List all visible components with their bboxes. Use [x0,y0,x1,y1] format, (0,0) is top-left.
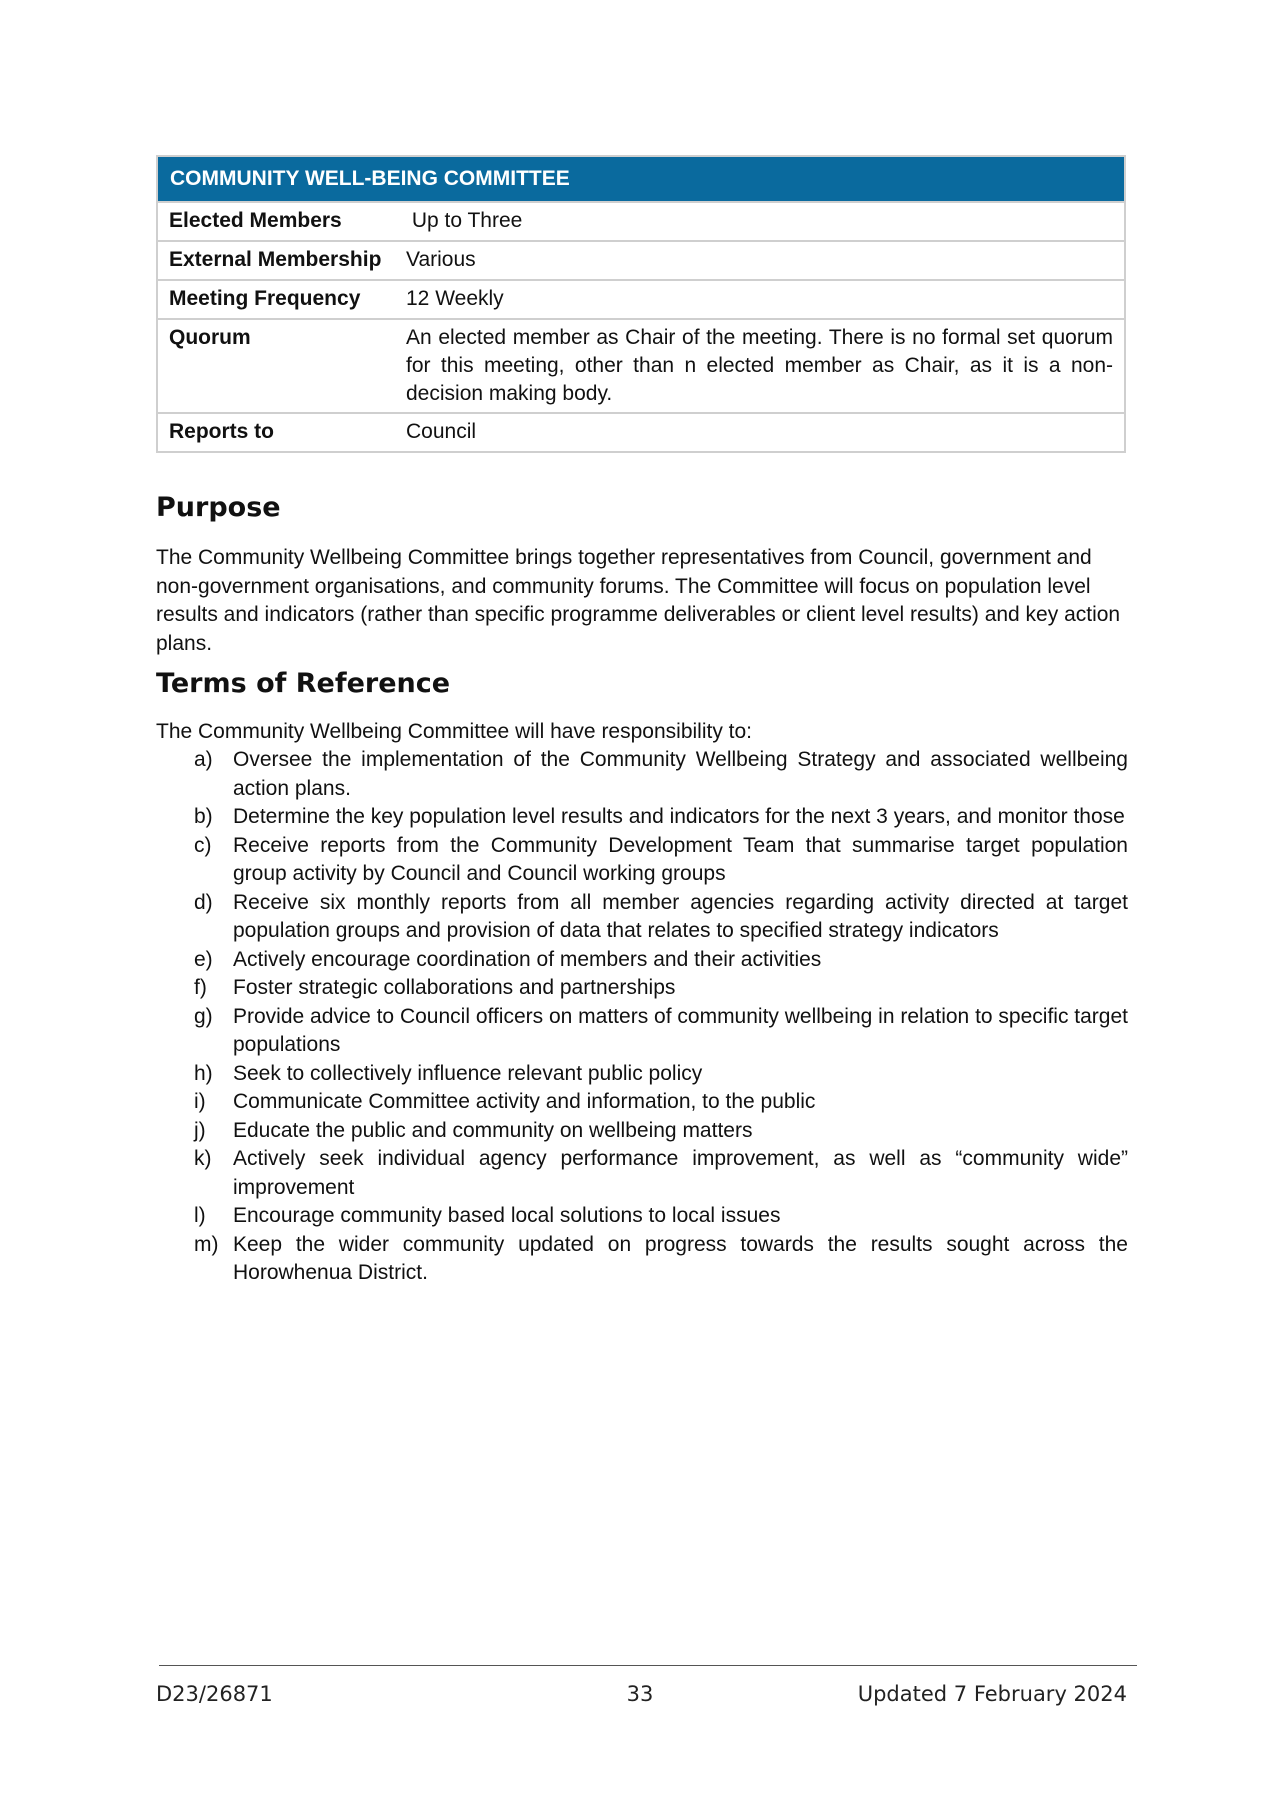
list-marker: h) [194,1061,213,1085]
list-item-text: Foster strategic collaborations and partnerships [233,976,676,999]
list-item [156,946,1128,975]
purpose-heading: Purpose [156,492,281,523]
committee-info-table [156,155,1126,453]
list-item-text: Keep the wider community updated on progress towards the results sought across the Horowhenua District. [233,1232,1128,1284]
list-marker: b) [194,805,213,828]
list-marker: i) [194,1090,206,1113]
row-label: External Membership [157,241,395,280]
table-row [157,241,1125,280]
row-label: Quorum [157,319,395,413]
list-marker: c) [194,833,212,857]
list-item [156,1088,1128,1117]
list-item-text: Educate the public and community on wellbeing matters [233,1118,753,1142]
footer-doc-ref: D23/26871 [156,1682,273,1706]
list-item [156,1231,1128,1288]
list-item-text: Encourage community based local solutions to local issues [233,1204,781,1227]
row-label: Meeting Frequency [157,280,395,319]
row-value: Council [395,413,1125,452]
list-item-text: Receive reports from the Community Development Team that summarise target population group activity by Council and Council working groups [233,833,1128,885]
list-item [156,1145,1128,1202]
table-row [157,319,1125,413]
list-marker: e) [194,947,213,971]
terms-intro: The Community Wellbeing Committee will have responsibility to: [156,720,753,743]
list-item-text: Determine the key population level results and indicators for the next 3 years, and monitor those [233,805,1125,828]
list-item [156,832,1128,889]
table-row [157,413,1125,452]
purpose-text: The Community Wellbeing Committee brings together representatives from Council, government and non-government organisations, and community forums. The Committee will focus on population level results and indicators (rather than specific programme deliverables or client level results) and key action plans. [156,546,1121,655]
list-item [156,1003,1128,1060]
list-marker: d) [194,890,213,914]
list-item [156,746,1128,803]
list-item [156,1060,1128,1089]
list-marker: f) [194,976,207,999]
table-row [157,202,1125,241]
list-item-text: Actively seek individual agency performance improvement, as well as “community wide” improvement [233,1147,1128,1199]
list-item-text: Provide advice to Council officers on matters of community wellbeing in relation to specific target populations [233,1004,1128,1056]
table-title: COMMUNITY WELL-BEING COMMITTEE [157,156,1125,202]
terms-list [156,746,1128,1288]
row-value: An elected member as Chair of the meeting. There is no formal set quorum for this meeting, other than n elected member as Chair, as it is a non-decision making body. [395,319,1125,413]
list-item-text: Oversee the implementation of the Community Wellbeing Strategy and associated wellbeing action plans. [233,748,1128,800]
footer-divider [159,1665,1137,1666]
footer-page-number: 33 [626,1682,654,1706]
row-value: Various [395,241,1125,280]
list-marker: j) [194,1118,206,1142]
list-marker: a) [194,748,213,771]
row-label: Reports to [157,413,395,452]
list-item [156,974,1128,1003]
list-item [156,1202,1128,1231]
list-item-text: Communicate Committee activity and information, to the public [233,1090,816,1113]
list-item [156,803,1128,832]
list-item-text: Actively encourage coordination of members and their activities [233,947,822,971]
row-value: 12 Weekly [395,280,1125,319]
row-value: Up to Three [395,202,1125,241]
footer-updated-date: Updated 7 February 2024 [857,1682,1127,1706]
table-row [157,280,1125,319]
list-item [156,1117,1128,1146]
row-label: Elected Members [157,202,395,241]
list-marker: l) [194,1204,206,1227]
list-marker: g) [194,1004,213,1028]
list-item [156,889,1128,946]
list-marker: k) [194,1147,212,1170]
list-item-text: Seek to collectively influence relevant public policy [233,1061,703,1085]
list-marker: m) [194,1232,219,1256]
terms-heading: Terms of Reference [156,668,451,699]
list-item-text: Receive six monthly reports from all member agencies regarding activity directed at target population groups and provision of data that relates to specified strategy indicators [233,890,1128,942]
